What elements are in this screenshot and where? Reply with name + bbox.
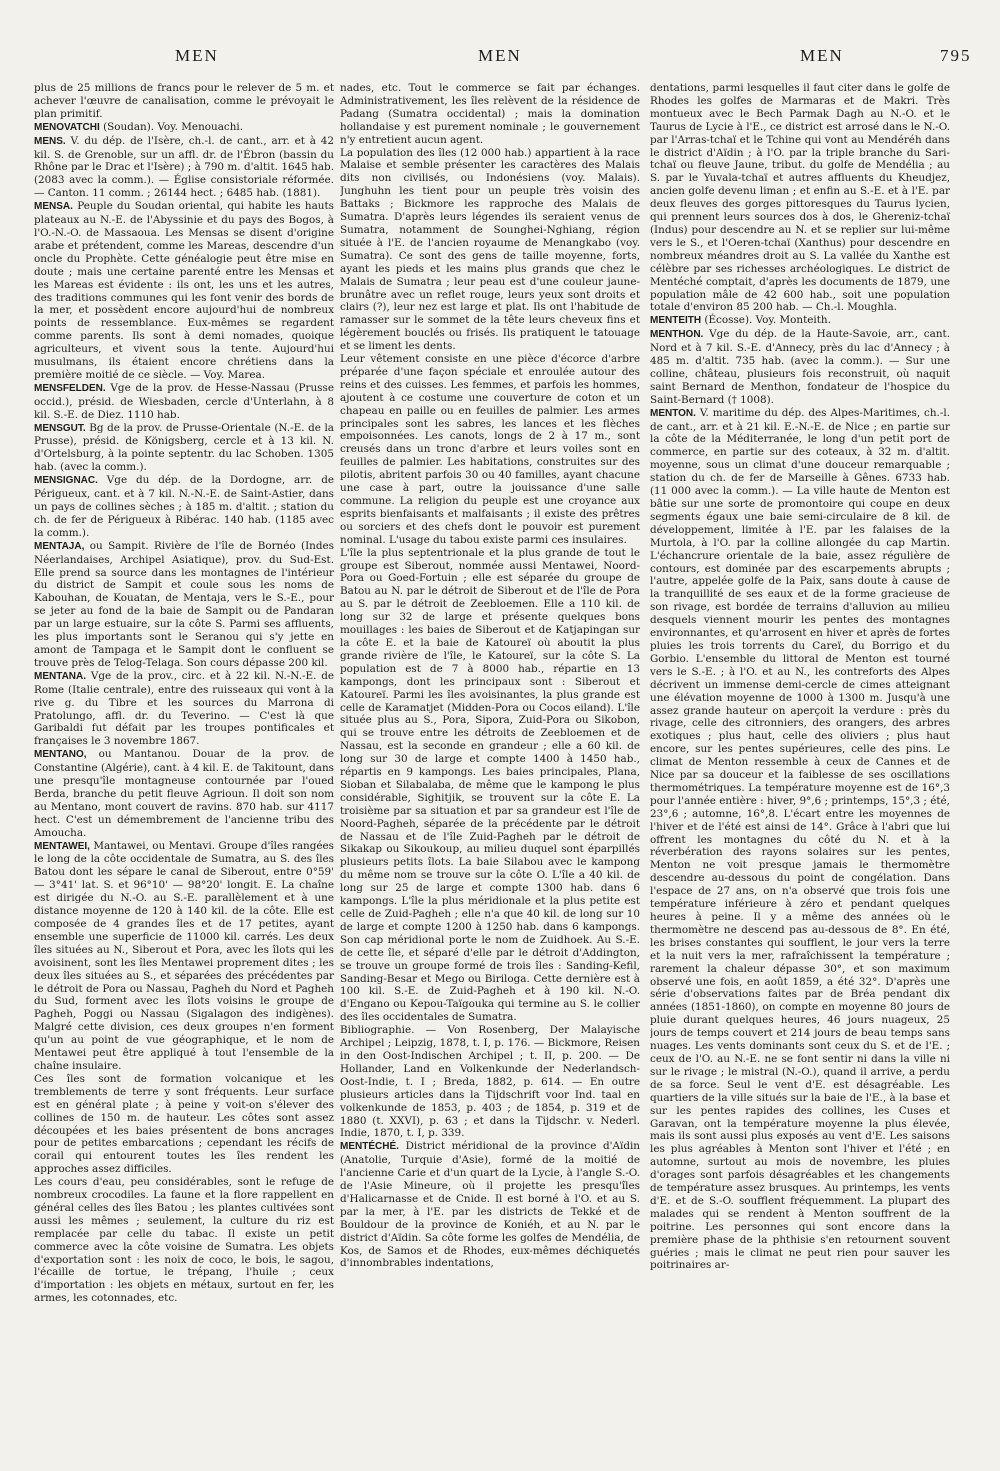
dictionary-entry	[34, 422, 334, 475]
entry-text: Vge de la prov., circ. et à 22 kil. N.-N.-E. de Rome (Italie centrale), entre des ruisseaux qui vont à la rive g. du Tibre et les sources du Marrona di Pratolungo, affl. dr. du Teverino. — C'est là que Garibaldi fut défait par les troupes pontificales et françaises le 3 novembre 1867.	[34, 669, 334, 748]
dictionary-entry	[34, 135, 334, 201]
entry-text: Vge de la prov. de Hesse-Nassau (Prusse occid.), présid. de Wiesbaden, cercle d'Unterlahn, à 8 kil. S.-E. de Diez. 1110 hab.	[34, 381, 334, 421]
dictionary-entry	[340, 353, 640, 547]
dictionary-entry	[34, 748, 334, 839]
entry-text: Vge du dép. de la Haute-Savoie, arr., cant. Nord et à 7 kil. S.-E. d'Annecy, près du lac d'Annecy ; à 485 m. d'altit. 735 hab. (avec la comm.). — Sur une colline, château, plusieurs fois reconstruit, où naquit saint Bernard de Menthon, fondateur de l'hospice du Saint-Bernard († 1008).	[650, 328, 950, 406]
dictionary-entry	[34, 1176, 334, 1305]
entry-text: (Écosse). Voy. Monteith.	[704, 314, 831, 327]
entry-text: V. maritime du dép. des Alpes-Maritimes, ch.-l. de cant., arr. et à 21 kil. E.-N.-E. de Nice ; en partie sur la côte de la Méditerranée, le long d'un petit port de commerce, en partie sur des coteaux, à 32 m. d'altit. moyenne, sous un climat d'une douceur remarquable ; station du ch. de fer de Marseille à Gênes. 6733 hab. (11 000 avec la comm.). — La ville haute de Menton est bâtie sur une sorte de promontoire qui coupe en deux segments égaux une baie semi-circulaire de 8 kil. de développement, limitée à l'E. par les falaises de la Murtola, à l'O. par la colline allongée du cap Martin. L'échancrure orientale de la baie, assez régulière de contours, est dominée par des escarpements abrupts ; l'autre, appelée golfe de la Paix, sans doute à cause de la tranquillité de ses eaux et de la forme gracieuse de son rivage, est bordée de terrains d'alluvion au milieu desquels viennent mourir les pentes des montagnes environnantes, et qu'arrosent en hiver et après de fortes pluies les trois torrents du Careï, du Borrigo et du Gorbio. L'ensemble du littoral de Menton est tourné vers le S.-E. ; à l'O. et au N., les contreforts des Alpes décrivent un immense demi-cercle de cimes atteignant une élévation moyenne de 1000 à 1300 m. Jusqu'à une assez grande hauteur on aperçoit la verdure : près du rivage, celle des citronniers, des orangers, des arbres exotiques ; plus haut, celle des oliviers ; plus haut encore, sur les pentes supérieures, celle des pins. Le climat de Menton ressemble à ceux de Cannes et de Nice par sa douceur et la faiblesse de ses oscillations thermométriques. La température moyenne est de 16°,3 pour l'année entière : hiver, 9°,6 ; printemps, 15°,3 ; été, 23°,6 ; automne, 16°,8. L'écart entre les moyennes de l'hiver et de l'été est ainsi de 14°. Grâce à l'abri que lui offrent les montagnes du côté du N. et à la réverbération des rayons solaires sur les pentes, Menton ne voit presque jamais le thermomètre descendre au-dessous du point de congélation. Dans l'espace de 27 ans, on n'a observé que trois fois une température inférieure à zéro et pendant quelques heures à peine. Il y a même des années où le thermomètre ne descend pas au-dessous de 8°. En été, les brises constantes qui soufflent, le jour vers la terre et la nuit vers la mer, rafraîchissent la température ; rarement la chaleur dépasse 30°, et son maximum observé une fois, en août 1859, a été 32°. D'après une série d'observations faites par de Bréa pendant dix années (1851-1860), on compte en moyenne 80 jours de pluie durant quelques heures, 46 jours nuageux, 25 jours de temps couvert et 214 jours de beau temps sans nuages. Les vents dominants sont ceux du S. et de l'E. ; ceux de l'O. au N.-E. ne se font sentir ni dans la ville ni sur le rivage ; le mistral (N.-O.), quand il arrive, a perdu de sa force. Seul le vent d'E. est désagréable. Les quartiers de la ville situés sur la baie de l'E., à la base et sur les pentes rapides des collines, les Cuses et Garavan, ont la température moyenne la plus élevée, mais ils sont aussi plus exposés au vent d'E. Les saisons les plus agréables à Menton sont l'hiver et l'été ; en automne, surtout au mois de novembre, les pluies d'orages sont parfois désagréables et les changements de température assez brusques. Au printemps, les vents d'E. et de S.-O. soufflent fréquemment. La plupart des malades qui se rendent à Menton souffrent de la poitrine. Les personnes qui sont encore dans la première phase de la phthisie s'en retournent souvent guéries ; mais le climat ne peut rien pour sauver les poitrinaires ar-	[650, 406, 950, 1272]
dictionary-entry	[34, 382, 334, 422]
entry-text: nades, etc. Tout le commerce se fait par échanges. Administrativement, les îles relèvent de la résidence de Padang (Sumatra occidental) ; mais la domination hollandaise y est purement nominale ; le gouvernement n'y entretient aucun agent.	[340, 82, 640, 146]
entry-text: Vge du dép. de la Dordogne, arr. de Périgueux, cant. et à 7 kil. N.-N.-E. de Saint-Astier, dans un pays de collines sèches ; à 185 m. d'altit. ; station du ch. de fer de Périgueux à Ribérac. 140 hab. (1185 avec la comm.).	[34, 474, 334, 539]
entry-text: Peuple du Soudan oriental, qui habite les hauts plateaux au N.-E. de l'Abyssinie et du pays des Bogos, à l'O.-N.-O. de Massaoua. Les Mensas se disent d'origine arabe et prétendent, comme les Mareas, descendre d'un oncle du Prophète. Cette généalogie peut être mise en doute ; mais une certaine parenté entre les Mensas et les Mareas est évidente : ils ont, les uns et les autres, des traditions communes qui les font venir des bords de la mer, et possèdent encore aujourd'hui de nombreux points de ressemblance. Eux-mêmes se regardent comme parents. Ils sont à demi nomades, quoique agriculteurs, et vivent sous la tente. Aujourd'hui musulmans, ils étaient encore chrétiens dans la première moitié de ce siècle. — Voy. Marea.	[34, 200, 334, 381]
dictionary-entry	[34, 121, 334, 135]
entry-text: dentations, parmi lesquelles il faut citer dans le golfe de Rhodes les golfes de Marmaras et de Makri. Très montueux avec le Bech Parmak Dagh au N.-O. et le Taurus de Lycie à l'E., ce district est arrosé dans le N.-O. par l'Arras-tchaï et le Tchine qui vont au Mendéréh dans le district d'Aïdin ; à l'O. par la triple branche du Sari-tchaï ou fleuve Jaune, tribut. du golfe de Mendélia ; au S. par le Yuvala-tchaï et autres affluents du Kheudjez, ancien golfe devenu liman ; et enfin au S.-E. et à l'E. par deux fleuves des gorges pittoresques du Taurus lycien, qui prennent leurs sources dos à dos, le Ghereniz-tchaï (Indus) pour descendre au N. et se replier sur lui-même vers le S., et l'Oeren-tchaï (Xanthus) pour descendre en nombreux méandres droit au S. La vallée du Xanthe est célèbre par ses richesses archéologiques. Le district de Mentéché comptait, d'après les documents de 1879, une population mâle de 42 600 hab., soit une population totale d'environ 85 200 hab. — Ch.-l. Moughla.	[650, 82, 950, 314]
entry-headword: MENSIGNAC.	[34, 475, 98, 487]
dictionary-entry	[650, 82, 950, 314]
running-head-right: MEN	[800, 46, 844, 65]
entry-headword: MENS.	[34, 135, 66, 147]
dictionary-entry	[34, 670, 334, 748]
dictionary-entry	[34, 540, 334, 670]
entry-headword: MENTANO,	[34, 749, 87, 761]
text-column-middle	[340, 82, 640, 1457]
dictionary-entry	[650, 314, 950, 328]
entry-headword: MENTÉCHÉ.	[340, 1141, 399, 1153]
entry-headword: MENSA.	[34, 201, 73, 213]
entry-text: Bg de la prov. de Prusse-Orientale (N.-E. de la Prusse), présid. de Königsberg, cercle et à 13 kil. N. d'Ortelsburg, à la pointe septentr. du lac Schoben. 1305 hab. (avec la comm.).	[34, 421, 334, 474]
dictionary-entry	[34, 474, 334, 540]
text-column-left	[34, 82, 334, 1457]
entry-text: Ces îles sont de formation volcanique et les tremblements de terre y sont fréquents. Leur surface est en général plate ; à peine y voit-on s'élever des collines de 150 m. de hauteur. Les côtes sont assez découpées et les baies présentent de bons ancrages pour de petites embarcations ; cependant les récifs de corail qui entourent toutes les îles rendent les approches assez difficiles.	[34, 1072, 334, 1176]
entry-headword: MENSFELDEN.	[34, 382, 106, 394]
dictionary-entry	[650, 407, 950, 1273]
dictionary-entry	[34, 840, 334, 1073]
running-head-center: MEN	[478, 46, 522, 65]
entry-text: District méridional de la province d'Aïdin (Anatolie, Turquie d'Asie), formé de la moitié de l'ancienne Carie et d'un quart de la Lycie, à l'angle S.-O. de l'Asie Mineure, où il projette les presqu'îles d'Halicarnasse et de Cnide. Il est borné à l'O. et au S. par la mer, à l'E. par les districts de Tekké et de Bouldour de la province de Koniéh, et au N. par le district d'Aïdin. Sa côte forme les golfes de Mendélia, de Kos, de Samos et de Rhodes, eux-mêmes déchiquetés d'innombrables indentations,	[340, 1140, 640, 1270]
entry-text: Bibliographie. — Von Rosenberg, Der Malayische Archipel ; Leipzig, 1878, t. I, p. 176. — Bickmore, Reisen in den Oost-Indischen Archipel ; t. II, p. 200. — De Hollander, Land en Volkenkunde der Nederlandsch-Oost-Indie, t. I ; Breda, 1882, p. 614. — En outre plusieurs articles dans la Tijdschrift voor Ind. taal en volkenkunde de 1853, p. 403 ; de 1854, p. 319 et de 1880 (t. XXVI), p. 63 ; et dans la Tijdschr. v. Nederl. Indie, 1870, t. I, p. 339.	[340, 1024, 640, 1140]
dictionary-entry	[340, 547, 640, 1025]
entry-headword: MENTHON.	[650, 329, 704, 341]
dictionary-entry	[34, 1073, 334, 1176]
entry-headword: MENTEITH	[650, 315, 702, 327]
entry-headword: MENTON.	[650, 407, 696, 419]
entry-headword: MENTANA.	[34, 670, 87, 682]
entry-headword: MENTAJA,	[34, 540, 85, 552]
entry-text: La population des îles (12 000 hab.) appartient à la race Malaise et semble présenter les caractères des Malais dits non civilisés, ou Indonésiens (voy. Malais). Junghuhn les tient pour un peuple très voisin des Battaks ; Bickmore les rapproche des Malais de Sumatra. D'après leurs légendes ils seraient venus de Sumatra, notamment de Sounghei-Nghiang, région située à l'E. de l'ancien royaume de Menangkabo (voy. Sumatra). Ce sont des gens de taille moyenne, forts, ayant les pieds et les mains plus grands que chez le Malais de Sumatra ; leur peau est d'une couleur jaune-brunâtre avec un reflet rouge, leurs yeux sont droits et clairs (?), leur nez est large et plat. Ils ont l'habitude de ramasser sur le sommet de la tête leurs cheveux fins et légèrement bouclés ou frisés. Ils pratiquent le tatouage et se liment les dents.	[340, 146, 640, 353]
running-head-left: MEN	[175, 46, 219, 65]
dictionary-entry	[34, 82, 334, 121]
dictionary-entry	[34, 200, 334, 382]
dictionary-entry	[340, 1024, 640, 1140]
entry-text: (Soudan). Voy. Menouachi.	[103, 120, 244, 133]
entry-text: plus de 25 millions de francs pour le relever de 5 m. et achever l'œuvre de canalisation, comme le prévoyait le plan primitif.	[34, 82, 334, 120]
entry-text: Leur vêtement consiste en une pièce d'écorce d'arbre préparée d'une façon spéciale et enroulée autour des reins et des cuisses. Les femmes, et parfois les hommes, ajoutent à ce costume une couverture de coton et un chapeau en paille ou en feuilles de palmier. Les armes principales sont les sabres, les lances et les flèches empoisonnées. Les canots, longs de 2 à 17 m., sont creusés dans un tronc d'arbre et leurs voiles sont en feuilles de palmier. Les habitations, construites sur des pilotis, abritent parfois 30 ou 40 familles, ayant chacune une case à part, outre la jouissance d'une salle commune. La religion du peuple est une croyance aux esprits bienfaisants et malfaisants ; il existe des prêtres ou sorciers et des chefs dont le pouvoir est purement nominal. L'usage du tabou existe parmi ces insulaires.	[340, 353, 640, 546]
dictionary-entry	[340, 147, 640, 354]
entry-headword: MENOVATCHI	[34, 121, 100, 133]
dictionary-entry	[340, 1140, 640, 1270]
entry-text: ou Sampit. Rivière de l'île de Bornéo (Indes Néerlandaises, Archipel Asiatique), prov. du Sud-Est. Elle prend sa source dans les montagnes de l'intérieur du district de Sampit et coule sous les noms de Kabouhan, de Kouatan, de Mentaja, vers le S.-E., pour se jeter au fond de la baie de Sampit ou de Pandaran par un large estuaire, sur la côte S. Parmi ses affluents, les plus importants sont le Seranou qui s'y jette en amont de Tampaga et le Sampit dont le confluent se trouve près de Telog-Telaga. Son cours dépasse 200 kil.	[34, 539, 334, 669]
entry-text: Mantawei, ou Mentavi. Groupe d'îles rangées le long de la côte occidentale de Sumatra, au S. des îles Batou dont les sépare le canal de Siberout, entre 0°59' — 3°41' lat. S. et 96°10' — 98°20' longit. E. La chaîne est dirigée du N.-O. au S.-E. parallèlement et à une distance moyenne de 120 à 140 kil. de la côte. Elle est composée de 4 grandes îles et de 17 petites, ayant ensemble une superficie de 11000 kil. carrés. Les deux îles situées au N., Siberout et Pora, avec les îlots qui les avoisinent, sont les îles Mentawei proprement dites ; les deux îles situées au S., et séparées des précédentes par le détroit de Pora ou Nassau, Pagheh du Nord et Pagheh du Sud, forment avec les îlots voisins le groupe de Pagheh, Poggi ou Nassau (Sigalagon des indigènes). Malgré cette division, ces deux groupes n'en forment qu'un au point de vue géographique, et le nom de Mentawei peut être appliqué à tout l'ensemble de la chaîne insulaire.	[34, 839, 334, 1072]
entry-text: L'île la plus septentrionale et la plus grande de tout le groupe est Siberout, nommée aussi Mentawei, Noord-Pora ou Goed-Fortuin ; elle est séparée du groupe de Batou au N. par le détroit de Siberout et de l'île de Pora au S. par le détroit de Zeebloemen. Elle a 110 kil. de long sur 32 de large et présente quelques bons mouillages : les baies de Siberout et de Katjapingan sur la côte E. et la baie de Katoureï où aboutit la plus grande rivière de l'île, le Katoureï, sur la côte S. La population est de 7 à 8000 hab., répartie en 13 kampongs, dont les principaux sont : Siberout et Katoureï. Parmi les îles avoisinantes, la plus grande est celle de Karamatjet (Midden-Pora ou Cocos eiland). L'île située plus au S., Pora, Sipora, Zuid-Pora ou Sikobon, qui se trouve entre les détroits de Zeebloemen et de Nassau, est la seconde en grandeur ; elle a 60 kil. de long sur 30 de large et compte 1400 à 1450 hab., répartis en 9 kampongs. Les baies principales, Plana, Sioban et Silabalaba, de même que le kampong le plus considérable, Sighitjik, se trouvent sur la côte E. La troisième par sa situation et par sa grandeur est l'île de Noord-Pagheh, séparée de la précédente par le détroit de Nassau et de l'île Zuid-Pagheh par le détroit de Sikakap ou Sikoukoup, au milieu duquel sont éparpillés plusieurs petits îlots. La baie Silabou avec le kampong du même nom se trouve sur la côte O. L'île a 40 kil. de long sur 25 de large et compte 1300 hab. dans 6 kampongs. L'île la plus méridionale et la plus petite est celle de Zuid-Pagheh ; elle n'a que 40 kil. de long sur 10 de large et compte 1200 à 1250 hab. dans 6 kampongs. Son cap méridional porte le nom de Zuidhoek. Au S.-E. de cette île, et séparé d'elle par le détroit d'Addington, se trouve un groupe formé de trois îles : Sanding-Kefil, Sanding-Besar et Mego ou Biriloga. Cette dernière est à 100 kil. S.-E. de Zuid-Pagheh et à 190 kil. N.-O. d'Engano ou Kepou-Taïgouka qui termine au S. le collier des îles occidentales de Sumatra.	[340, 546, 640, 1024]
page-number: 795	[940, 46, 972, 65]
dictionary-entry	[650, 328, 950, 406]
entry-text: V. du dép. de l'Isère, ch.-l. de cant., arr. et à 42 kil. S. de Grenoble, sur un affl. dr. de l'Ébron (bassin du Rhône par le Drac et l'Isère) ; à 790 m. d'altit. 1645 hab. (2083 avec la comm.). — Église consistoriale réformée. — Canton. 11 comm. ; 26144 hect. ; 6485 hab. (1881).	[34, 134, 334, 200]
entry-headword: MENTAWEI,	[34, 840, 90, 852]
dictionary-entry	[340, 82, 640, 147]
entry-headword: MENSGUT.	[34, 422, 86, 434]
entry-text: Les cours d'eau, peu considérables, sont le refuge de nombreux crocodiles. La faune et la flore rappellent en général celles des îles Batou ; les plantes cultivées sont aussi les mêmes ; seulement, la culture du riz est remplacée par celle du tabac. Il existe un petit commerce avec la côte voisine de Sumatra. Les objets d'exportation sont : les noix de coco, le bois, le sagou, l'écaille de tortue, le trépang, l'huile ; ceux d'importation : les objets en métaux, surtout en fer, les armes, les cotonnades, etc.	[34, 1176, 334, 1305]
entry-text: ou Mantanou. Douar de la prov. de Constantine (Algérie), cant. à 4 kil. E. de Takitount, dans une presqu'île montagneuse contournée par l'oued Berda, branche du petit fleuve Agrioun. Il doit son nom au Mentano, mont couvert de ravins. 870 hab. sur 4117 hect. C'est un démembrement de l'ancienne tribu des Amoucha.	[34, 748, 334, 839]
text-column-right	[650, 82, 950, 1457]
